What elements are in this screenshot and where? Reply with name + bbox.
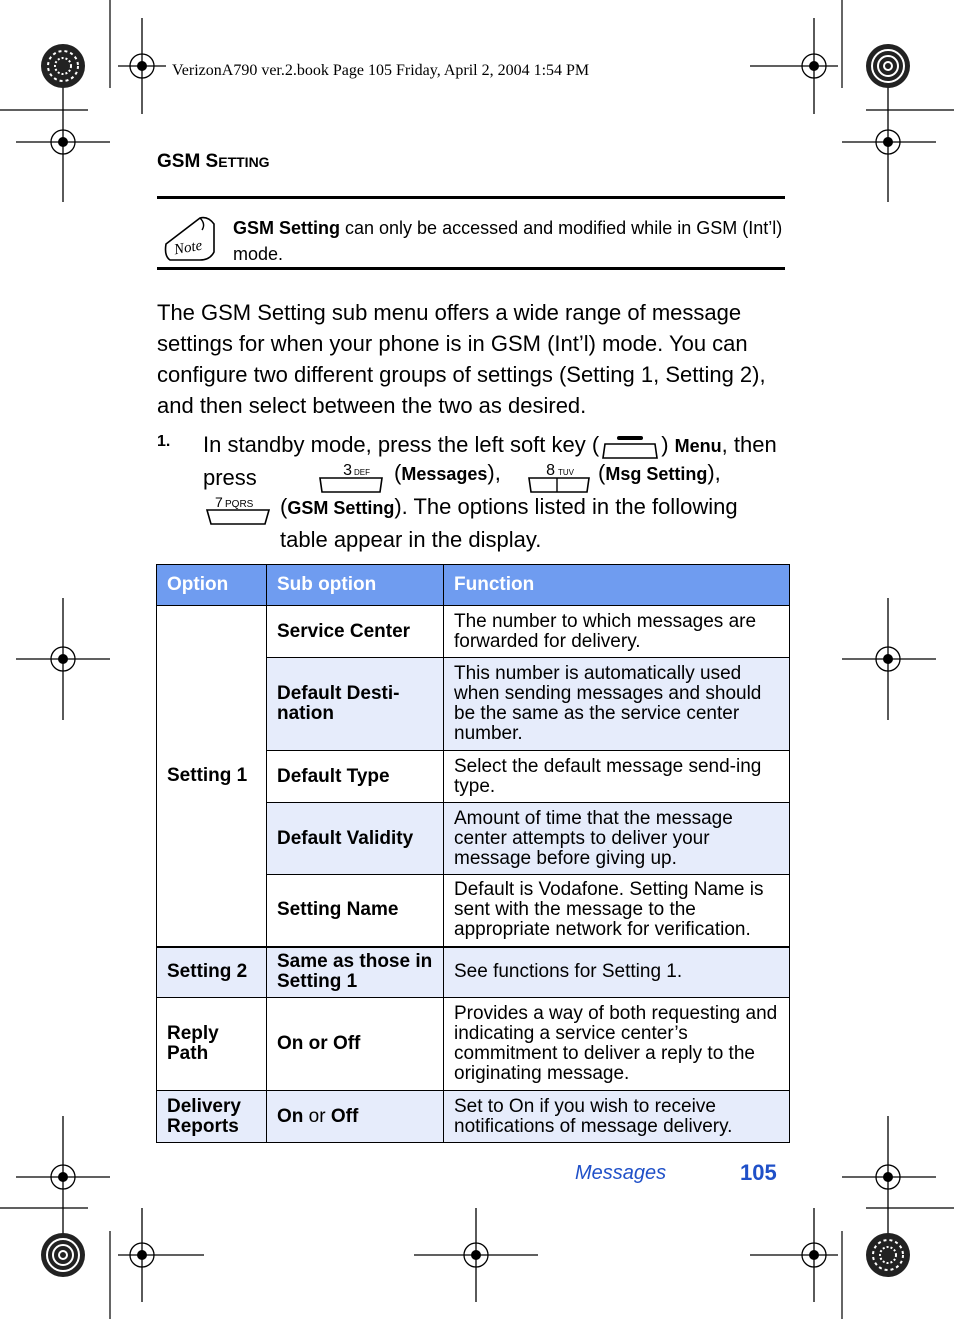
note-icon [160,214,222,264]
function: The number to which messages are forwarded for delivery. [444,606,790,658]
function: See functions for Setting 1. [444,947,790,998]
sub-option: Default Desti-nation [267,658,444,751]
step-text-4: ). The options listed in the following table appear in the display. [280,494,738,552]
function: Provides a way of both requesting and indicating a service center’s commitment to deliver a reply to the originating message. [444,998,790,1091]
header-option: Option [157,565,267,606]
function: Select the default message send-ing type. [444,751,790,803]
section-title-first: GSM S [157,151,219,172]
table-row [157,998,790,1091]
section-title-rest: ETTING [218,154,270,170]
sub-option: Service Center [267,606,444,658]
header-function: Function [444,565,790,606]
sub-or: or [303,1105,331,1127]
step-menu: Menu [674,436,722,456]
footer-section: Messages [575,1162,667,1184]
note-bottom-rule [157,267,785,270]
function: Set to On if you wish to receive notifications of message delivery. [444,1091,790,1143]
table-header-row [157,565,790,606]
sub-option [267,1091,444,1143]
step-text-1: In standby mode, press the left soft key ( [203,432,600,457]
step-msg-setting: (Msg Setting), [598,460,721,485]
header-sub-option: Sub option [267,565,444,606]
left-soft-key-icon [599,432,661,460]
msg-setting-label: Msg Setting [605,464,708,484]
step-gsm-setting: (GSM Setting). The options listed in the following table appear in the display. [280,494,738,552]
function: This number is automatically used when sending messages and should be the same as the service center number. [444,658,790,751]
note-text [233,215,783,267]
function: Default is Vodafone. Setting Name is sent with the message to the appropriate network for verification. [444,875,790,947]
sub-option: Setting Name [267,875,444,947]
sub-option: Default Validity [267,803,444,875]
table-row [157,947,790,998]
option-reply-path: Reply Path [157,998,267,1091]
key-7-letters: PQRS [225,499,254,510]
option-setting-2: Setting 2 [157,947,267,998]
sub-option: Same as those in Setting 1 [267,947,444,998]
footer-page-number: 105 [740,1160,777,1185]
key-7-icon [203,493,273,527]
option-delivery-reports: Delivery Reports [157,1091,267,1143]
print-header: VerizonA790 ver.2.book Page 105 Friday, April 2, 2004 1:54 PM [172,62,590,79]
key-8-letters: TUV [558,468,574,477]
table-row [157,606,790,658]
table-row [157,1091,790,1143]
note-top-rule [157,196,785,199]
step-messages: (Messages), [394,460,501,485]
function: Amount of time that the message center attempts to deliver your message before giving up. [444,803,790,875]
intro-paragraph: The GSM Setting sub menu offers a wide range of message settings for when your phone is in GSM (Int’l) mode. You can configure two different groups of settings (Setting 1, Setting 2), and then select between the two as desired. [157,300,766,418]
step-text-2: ) [661,432,675,457]
note-bold: GSM Setting [233,218,340,238]
sub-option: Default Type [267,751,444,803]
step-number: 1. [157,433,171,450]
gsm-options-table [156,564,790,1143]
gsm-setting-label: GSM Setting [287,498,395,518]
key-3-number: 3 [343,462,352,479]
note-body: can only be accessed and modified while in GSM (Int’l) mode. [233,218,783,264]
option-setting-1: Setting 1 [157,606,267,947]
note-icon-label: Note [172,237,204,259]
key-8-number: 8 [546,462,555,479]
sub-on: On [277,1105,304,1127]
section-title [157,151,270,173]
sub-option: On or Off [267,998,444,1091]
messages-label: Messages [401,464,488,484]
sub-off: Off [330,1105,359,1127]
key-7-number: 7 [215,494,223,510]
step-text-3: , then press [203,432,777,490]
key-3-letters: DEF [354,468,370,477]
